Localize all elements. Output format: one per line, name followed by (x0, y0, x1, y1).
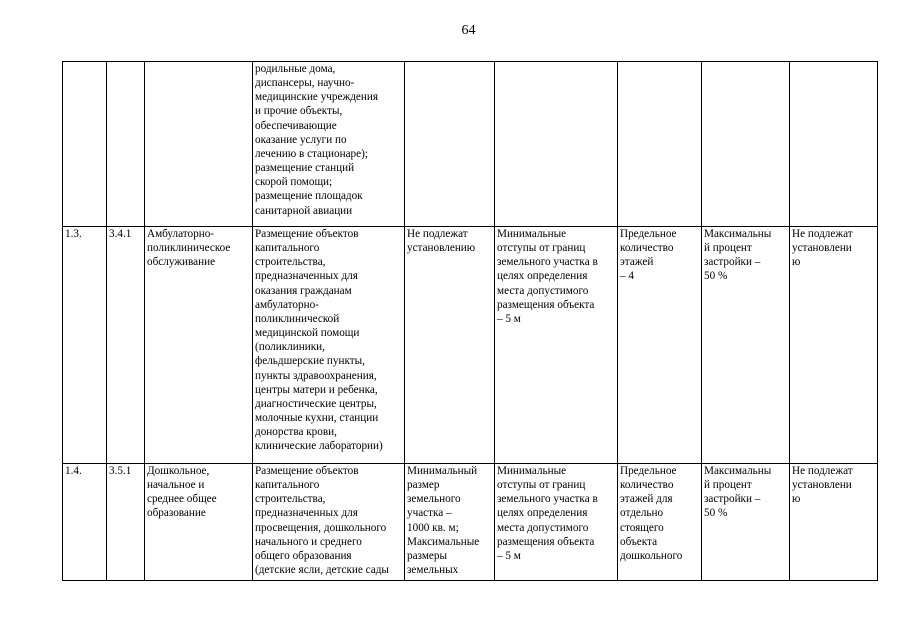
cell-plot-size-limits: Минимальный размер земельного участка – 1000 кв. м; Максимальные размеры земельных (405, 464, 495, 581)
table-row (63, 464, 878, 581)
cell-floor-limits (618, 62, 702, 227)
cell-use-name (145, 62, 253, 227)
cell-use-description: Размещение объектов капитального строительства, предназначенных для оказания гражданам амбулаторно- поликлинической медицинской помощи (поликлиники, фельдшерские пункты, пункты здравоохранения, центры матери и ребенка, диагностические центры, молочные кухни, станции донорства крови, клинические лаборатории) (253, 227, 405, 464)
zoning-regulations-table (62, 61, 878, 581)
cell-use-description: родильные дома, диспансеры, научно- медицинские учреждения и прочие объекты, обеспечивающие оказание услуги по лечению в стационаре); размещение станций скорой помощи; размещение площадок санитарной авиации (253, 62, 405, 227)
cell-use-code: 3.4.1 (107, 227, 145, 464)
cell-other-limits: Не подлежат установлени ю (790, 227, 878, 464)
cell-use-description: Размещение объектов капитального строительства, предназначенных для просвещения, дошкольного начального и среднего общего образования (детские ясли, детские сады (253, 464, 405, 581)
cell-other-limits: Не подлежат установлени ю (790, 464, 878, 581)
cell-coverage-limits: Максимальны й процент застройки – 50 % (702, 227, 790, 464)
cell-coverage-limits (702, 62, 790, 227)
cell-floor-limits: Предельное количество этажей – 4 (618, 227, 702, 464)
cell-item-number: 1.4. (63, 464, 107, 581)
cell-floor-limits: Предельное количество этажей для отдельно стоящего объекта дошкольного (618, 464, 702, 581)
cell-use-code (107, 62, 145, 227)
cell-plot-size-limits (405, 62, 495, 227)
table-row (63, 62, 878, 227)
cell-setback-limits (495, 62, 618, 227)
cell-use-code: 3.5.1 (107, 464, 145, 581)
cell-other-limits (790, 62, 878, 227)
cell-item-number: 1.3. (63, 227, 107, 464)
cell-use-name: Дошкольное, начальное и среднее общее образование (145, 464, 253, 581)
cell-plot-size-limits: Не подлежат установлению (405, 227, 495, 464)
table-row (63, 227, 878, 464)
cell-item-number (63, 62, 107, 227)
page-number: 64 (461, 23, 476, 38)
cell-setback-limits: Минимальные отступы от границ земельного участка в целях определения места допустимого размещения объекта – 5 м (495, 227, 618, 464)
cell-use-name: Амбулаторно- поликлиническое обслуживание (145, 227, 253, 464)
cell-setback-limits: Минимальные отступы от границ земельного участка в целях определения места допустимого размещения объекта – 5 м (495, 464, 618, 581)
cell-coverage-limits: Максимальны й процент застройки – 50 % (702, 464, 790, 581)
